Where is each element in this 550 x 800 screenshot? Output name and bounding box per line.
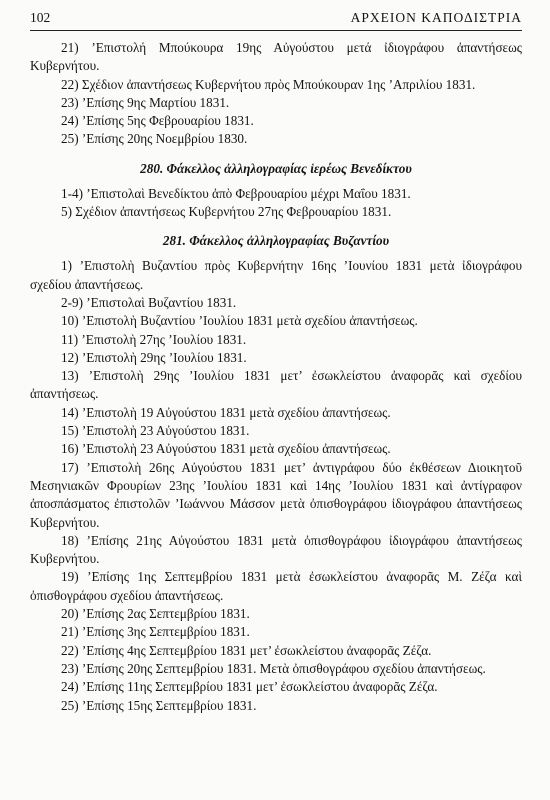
entry-item: [30, 257, 522, 294]
entry-number: 22): [61, 642, 79, 658]
entry-text: ’Επιστολὴ 19 Αὐγούστου 1831 μετὰ σχεδίου ἀπαντήσεως.: [81, 404, 391, 420]
entry-number: 20): [61, 606, 79, 622]
entry-number: 5): [61, 204, 72, 220]
entry-text: ’Επίσης 5ης Φεβρουαρίου 1831.: [81, 113, 254, 129]
entry-text: ’Επιστολὴ 26ης Αὐγούστου 1831 μετ’ ἀντιγράφου δύο ἐκθέσεων Διοικητοῦ Μεσηνιακῶν Φρουρίων 23ης ’Ιουλίου 1831 καὶ 14ης ’Ιουλίου 1831 καὶ ἀντίγραφον ἀποσπάσματος ἐπιστολῶν ’Ιωάννου Μάσσον μετὰ ὀπισθογράφου ἰδιογράφου ἀπαντήσεως Κυβερνήτου.: [30, 459, 522, 530]
entry-text: ’Επίσης 20ης Νοεμβρίου 1830.: [81, 131, 248, 147]
entry-number: 16): [61, 441, 79, 457]
entry-text: ’Επίσης 15ης Σεπτεμβρίου 1831.: [81, 697, 257, 713]
entry-item: [30, 94, 522, 112]
entry-text: ’Επίσης 4ης Σεπτεμβρίου 1831 μετ’ ἐσωκλείστου ἀναφορᾶς Ζέζα.: [81, 642, 432, 658]
entry-item: [30, 76, 522, 94]
entry-number: 11): [61, 331, 79, 347]
entry-text: Σχέδιον ἀπαντήσεως Κυβερνήτου πρὸς Μπούκουραν 1ης ’Απριλίου 1831.: [81, 76, 476, 92]
entry-number: 24): [61, 113, 79, 129]
running-title: ΑΡΧΕΙΟΝ ΚΑΠΟΔΙΣΤΡΙΑ: [350, 10, 522, 25]
entry-text: ’Επίσης 21ης Αὐγούστου 1831 μετὰ ὀπισθογράφου ἰδιογράφου ἀπαντήσεως Κυβερνήτου.: [30, 532, 522, 567]
entry-item: [30, 459, 522, 532]
entry-number: 23): [61, 660, 79, 676]
entry-item: [30, 312, 522, 330]
page-number: 102: [30, 10, 51, 25]
entry-item: [30, 568, 522, 605]
entry-item: [30, 697, 522, 715]
section: [30, 233, 522, 714]
entry-text: ’Επιστολὴ 27ης ’Ιουλίου 1831.: [81, 331, 247, 347]
entry-item: [30, 367, 522, 404]
entry-item: [30, 185, 522, 203]
running-header: [30, 10, 522, 31]
entry-text: ’Επιστολή Μπούκουρα 19ης Αὐγούστου μετά ἰδιογράφου ἀπαντήσεως Κυβερνήτου.: [30, 40, 522, 74]
section-title: 280. Φάκελλος ἀλληλογραφίας ἱερέως Βενεδίκτου: [140, 160, 412, 176]
entry-text: ’Επιστολὴ Βυζαντίου πρὸς Κυβερνήτην 16ης ’Ιουνίου 1831 μετὰ ἰδιογράφου σχεδίου ἀπαντήσεως.: [30, 258, 523, 292]
entry-number: 14): [61, 404, 79, 420]
entry-text: Σχέδιον ἀπαντήσεως Κυβερνήτου 27ης Φεβρουαρίου 1831.: [75, 204, 392, 220]
entry-text: ’Επίσης 2ας Σεπτεμβρίου 1831.: [81, 606, 250, 622]
entry-number: 21): [61, 624, 79, 640]
entry-item: [30, 404, 522, 422]
entry-text: ’Επίσης 20ης Σεπτεμβρίου 1831. Μετὰ ὀπισθογράφου σχεδίου ἀπαντήσεως.: [81, 660, 486, 676]
entry-item: [30, 203, 522, 221]
entry-text: ’Επιστολαὶ Βυζαντίου 1831.: [86, 294, 237, 310]
entry-text: ’Επίσης 3ης Σεπτεμβρίου 1831.: [81, 624, 250, 640]
entry-item: [30, 660, 522, 678]
entry-text: ’Επιστολὴ 29ης ’Ιουλίου 1831 μετ’ ἐσωκλείστου ἀναφορᾶς καὶ σχεδίου ἀπαντήσεως.: [30, 368, 522, 402]
entry-item: [30, 440, 522, 458]
entry-item: [30, 294, 522, 312]
entry-text: ’Επιστολὴ 23 Αὐγούστου 1831.: [81, 423, 250, 439]
entry-text: ’Επιστολὴ 23 Αὐγούστου 1831 μετὰ σχεδίου ἀπαντήσεως.: [81, 441, 391, 457]
section-title: 281. Φάκελλος ἀλληλογραφίας Βυζαντίου: [162, 233, 390, 249]
entry-number: 23): [61, 94, 79, 110]
entry-item: [30, 623, 522, 641]
entry-number: 25): [61, 131, 79, 147]
entry-text: ’Επίσης 11ης Σεπτεμβρίου 1831 μετ’ ἐσωκλείστου ἀναφορᾶς Ζέζα.: [81, 679, 438, 695]
entry-item: [30, 532, 522, 569]
entry-number: 17): [61, 459, 79, 475]
entry-text: ’Επιστολὴ 29ης ’Ιουλίου 1831.: [81, 349, 247, 365]
entry-item: [30, 39, 522, 76]
entry-text: ’Επιστολὴ Βυζαντίου ’Ιουλίου 1831 μετὰ σχεδίου ἀπαντήσεως.: [81, 313, 418, 329]
entry-number: 10): [61, 313, 79, 329]
entry-item: [30, 605, 522, 623]
entry-text: ’Επίσης 9ης Μαρτίου 1831.: [81, 94, 230, 110]
entry-number: 18): [61, 532, 79, 548]
entry-number: 2-9): [61, 294, 83, 310]
entry-text: ’Επίσης 1ης Σεπτεμβρίου 1831 μετὰ ἐσωκλείστου ἀναφορᾶς Μ. Ζέζα καὶ ὀπισθογράφου σχεδίου ἀπαντήσεως.: [30, 569, 523, 603]
entry-item: [30, 331, 522, 349]
entry-number: 22): [61, 76, 79, 92]
entry-number: 15): [61, 423, 79, 439]
entry-number: 13): [61, 368, 79, 384]
entry-item: [30, 112, 522, 130]
entry-item: [30, 349, 522, 367]
entry-item: [30, 130, 522, 148]
entry-number: 12): [61, 349, 79, 365]
entry-item: [30, 678, 522, 696]
entry-number: 19): [61, 569, 79, 585]
section: [30, 161, 522, 222]
entry-item: [30, 422, 522, 440]
entry-number: 1-4): [61, 185, 83, 201]
entry-number: 25): [61, 697, 79, 713]
entry-number: 1): [61, 258, 72, 274]
section: [30, 39, 522, 149]
document-body: [30, 39, 522, 715]
entry-number: 21): [61, 40, 79, 55]
entry-number: 24): [61, 679, 79, 695]
entry-item: [30, 642, 522, 660]
entry-text: ’Επιστολαὶ Βενεδίκτου ἀπὸ Φεβρουαρίου μέχρι Μαΐου 1831.: [86, 185, 411, 201]
